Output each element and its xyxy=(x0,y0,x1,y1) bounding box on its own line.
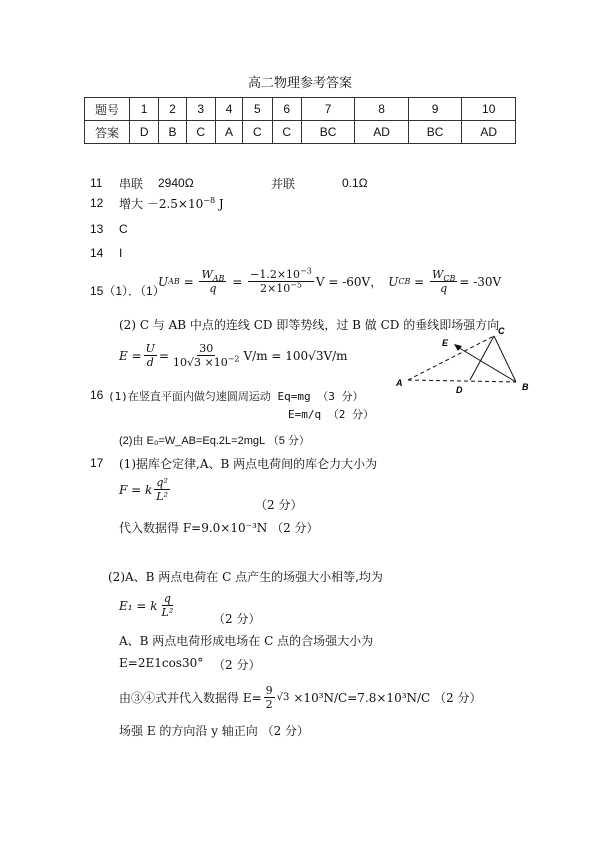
line-ab xyxy=(408,380,516,382)
q17-number: 17 xyxy=(90,456,104,470)
q17-line-1: (1)据库仑定律,A、B 两点电荷间的库仑力大小为 xyxy=(119,457,378,471)
table-row-answers xyxy=(85,121,516,144)
q17-score-2: （2 分） xyxy=(213,612,261,626)
q17-line-7: 场强 E 的方向沿 y 轴正向 （2 分） xyxy=(119,724,310,738)
label-d: D xyxy=(456,385,463,395)
table-cell: BC xyxy=(301,121,355,144)
q16-line-2: E=m/q （2 分） xyxy=(288,408,374,421)
q15-part2-text: (2) C 与 AB 中点的连线 CD 即等势线，过 B 做 CD 的垂线即场强方向 xyxy=(119,318,500,332)
q13-answer: C xyxy=(119,222,128,236)
label-a: A xyxy=(396,378,403,388)
q17-score-1: （2 分） xyxy=(255,498,303,512)
q11-parallel-value: 0.1Ω xyxy=(342,176,368,190)
label-c: C xyxy=(498,326,505,336)
q12-answer: 增大 $-2.5\times 10^{-8}$ J xyxy=(119,196,224,211)
table-cell: B xyxy=(159,121,186,144)
table-row-numbers xyxy=(85,98,516,121)
table-answer-label: 答案 xyxy=(85,121,130,144)
table-cell: C xyxy=(243,121,272,144)
q13-number: 13 xyxy=(90,222,104,236)
q12-number: 12 xyxy=(90,196,104,210)
table-cell: 7 xyxy=(301,98,355,121)
q11-series-value: 2940Ω xyxy=(158,176,194,190)
table-cell: BC xyxy=(408,121,462,144)
q17-line-3: (2)A、B 两点电荷在 C 点产生的场强大小相等,均为 xyxy=(108,570,383,584)
table-header-label: 题号 xyxy=(85,98,130,121)
table-cell: 9 xyxy=(408,98,462,121)
table-cell: 3 xyxy=(186,98,215,121)
q16-number: 16 xyxy=(90,388,104,402)
table-cell: 10 xyxy=(462,98,516,121)
label-b: B xyxy=(522,382,529,392)
q11-parallel-label: 并联 xyxy=(271,177,296,191)
table-cell: A xyxy=(215,121,242,144)
table-cell: C xyxy=(186,121,215,144)
table-cell: 2 xyxy=(159,98,186,121)
q17-line-6: 由③④式并代入数据得 E= $\frac{9}{2}$ √3 ×10³N/C=7.8×10³N/C （2 分） xyxy=(119,684,482,711)
q14-answer: I xyxy=(119,246,123,260)
q15-number: 15（1）．（1） xyxy=(90,284,165,298)
q14-number: 14 xyxy=(90,246,104,260)
table-cell: 6 xyxy=(272,98,301,121)
line-ac xyxy=(408,336,494,380)
q16-line-3: (2)由 E₀=W_AB=Eq.2L=2mgL （5 分） xyxy=(119,435,310,447)
label-e: E xyxy=(442,338,449,348)
table-cell: 1 xyxy=(130,98,159,121)
answer-table xyxy=(84,97,516,144)
table-cell: 4 xyxy=(215,98,242,121)
table-cell: 5 xyxy=(243,98,272,121)
q17-formula-e1: E₁ = k $\frac{q}{\text{L²}}$ xyxy=(119,592,174,619)
arrowhead xyxy=(454,344,462,351)
triangle-figure xyxy=(390,322,550,398)
table-cell: 8 xyxy=(355,98,409,121)
q15-formula-2: E = $\frac{U}{d}$ = $\frac{30}{10√3 \times 10^{-2}}$ V/m = 100√3V/m xyxy=(119,342,348,369)
page-title: 高二物理参考答案 xyxy=(247,76,352,91)
table-cell: D xyxy=(130,121,159,144)
q16-line-1: (1)在竖直平面内做匀速圆周运动 Eq=mg （3 分） xyxy=(108,390,364,403)
q11-number: 11 xyxy=(90,176,103,190)
table-cell: AD xyxy=(462,121,516,144)
q17-line-4: A、B 两点电荷形成电场在 C 点的合场强大小为 xyxy=(119,634,374,648)
q11-series-label: 串联 xyxy=(119,177,144,191)
q17-score-3: （2 分） xyxy=(213,658,261,672)
q17-line-2: 代入数据得 F=9.0×10⁻³N （2 分） xyxy=(119,521,319,535)
q17-line-5: E=2E1cos30° xyxy=(119,656,204,670)
table-cell: C xyxy=(272,121,301,144)
table-cell: AD xyxy=(355,121,409,144)
line-cd xyxy=(470,336,494,380)
q17-formula-f: F = k $\frac{\text{q²}}{\text{L²}}$ xyxy=(119,476,168,503)
q15-formula-1: U AB = $\frac{W_{AB}}{q}$ = $\frac{-1.2\times 10^{-3}}{2\times 10^{-5}}$ V = -60V， U CB = $\frac{W_{CB}}{q}$ = -30V xyxy=(158,266,502,295)
